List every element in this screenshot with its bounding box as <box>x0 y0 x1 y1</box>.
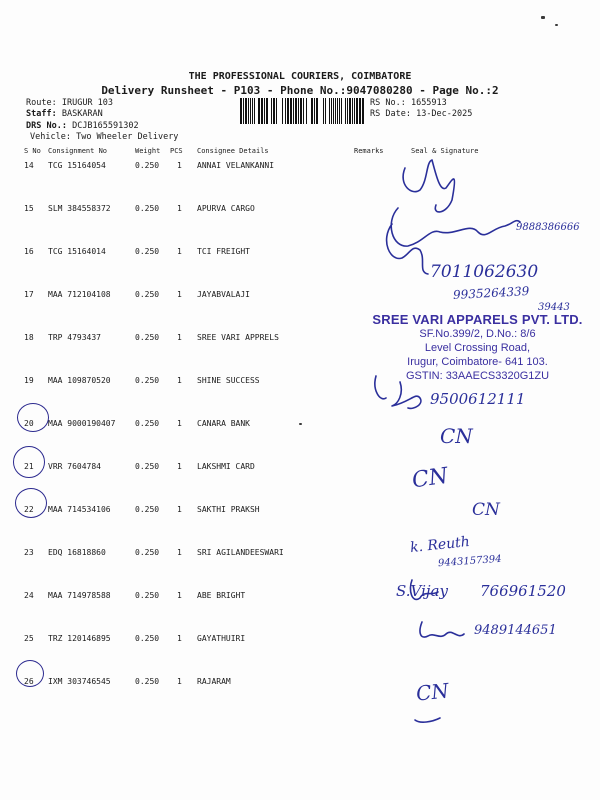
cell-sno: 23 <box>24 548 34 557</box>
cell-weight: 0.250 <box>135 419 160 428</box>
cell-consignment: EDQ 16818860 <box>48 548 106 557</box>
cell-pcs: 1 <box>177 290 182 299</box>
cell-sno: 21 <box>24 462 34 471</box>
cell-consignee: SRI AGILANDEESWARI <box>197 548 284 557</box>
cell-pcs: 1 <box>177 376 182 385</box>
stamp-address-1: SF.No.399/2, D.No.: 8/6 <box>419 328 536 340</box>
staff-label: Staff: <box>26 109 57 119</box>
handwritten-phone-2: 7011062630 <box>430 262 539 282</box>
cell-consignment: VRR 7604784 <box>48 462 101 471</box>
cell-pcs: 1 <box>177 333 182 342</box>
cell-pcs: 1 <box>177 204 182 213</box>
cell-sno: 16 <box>24 247 34 256</box>
cell-consignment: MAA 712104108 <box>48 290 111 299</box>
handwritten-phone-5: 9500612111 <box>430 390 526 408</box>
handwritten-cn-2: CN <box>410 463 450 494</box>
cell-sno: 25 <box>24 634 34 643</box>
cell-pcs: 1 <box>177 548 182 557</box>
cell-pcs: 1 <box>177 677 182 686</box>
cell-weight: 0.250 <box>135 505 160 514</box>
stamp-company-name: SREE VARI APPARELS PVT. LTD. <box>372 312 583 327</box>
cell-consignment: IXM 303746545 <box>48 677 111 686</box>
handwritten-name-2: S.Vijay <box>396 582 448 600</box>
rs-date-value: 13-Dec-2025 <box>416 109 473 119</box>
company-name: THE PROFESSIONAL COURIERS, COIMBATORE <box>188 71 412 82</box>
cell-sno: 14 <box>24 161 34 170</box>
col-pcs: PCS <box>170 147 183 155</box>
scan-speck <box>555 24 558 26</box>
handwritten-cn-4: CN <box>414 678 450 706</box>
stamp-address-2: Level Crossing Road, <box>424 342 531 354</box>
scan-speck <box>299 423 302 425</box>
handwritten-phone-6: 9443157394 <box>437 553 502 570</box>
cell-sno: 18 <box>24 333 34 342</box>
cell-consignee: LAKSHMI CARD <box>197 462 255 471</box>
cell-weight: 0.250 <box>135 333 160 342</box>
signature-row-15 <box>391 208 520 246</box>
handwritten-cn-3: CN <box>472 500 500 520</box>
signature-row-16 <box>387 224 428 274</box>
col-weight: Weight <box>135 147 161 155</box>
cell-consignee: SREE VARI APPRELS <box>197 333 279 342</box>
cell-sno: 17 <box>24 290 34 299</box>
stamp-address-3: Irugur, Coimbatore- 641 103. <box>407 356 548 368</box>
handwritten-cn-1: CN <box>440 424 473 448</box>
cell-consignment: TCG 15164014 <box>48 247 106 256</box>
cell-sno: 20 <box>24 419 34 428</box>
cell-sno: 15 <box>24 204 34 213</box>
route-label: Route: <box>26 98 57 108</box>
route-value: IRUGUR 103 <box>61 98 114 108</box>
drs-label: DRS No.: <box>26 121 67 131</box>
handwritten-phone-8: 9489144651 <box>474 623 557 638</box>
cell-weight: 0.250 <box>135 247 160 256</box>
drs-value: DCJB165591302 <box>72 121 139 131</box>
cell-consignee: ANNAI VELANKANNI <box>197 161 275 170</box>
cell-consignee: RAJARAM <box>197 677 231 686</box>
handwritten-phone-7: 766961520 <box>480 582 566 600</box>
cell-consignee: GAYATHUIRI <box>197 634 246 643</box>
cell-sno: 24 <box>24 591 34 600</box>
cell-sno: 22 <box>24 505 34 514</box>
cell-consignee: TCI FREIGHT <box>197 247 250 256</box>
cell-consignment: TCG 15164054 <box>48 161 106 170</box>
signature-row-25 <box>420 622 464 637</box>
cell-weight: 0.250 <box>135 634 160 643</box>
cell-weight: 0.250 <box>135 548 160 557</box>
vehicle-value: Two Wheeler Delivery <box>76 132 179 142</box>
stroke-row-26 <box>415 718 440 722</box>
signature-row-14 <box>403 160 454 212</box>
cell-consignment: MAA 714534106 <box>48 505 111 514</box>
cell-pcs: 1 <box>177 591 182 600</box>
cell-pcs: 1 <box>177 161 182 170</box>
cell-weight: 0.250 <box>135 204 160 213</box>
cell-weight: 0.250 <box>135 161 160 170</box>
cell-consignee: SHINE SUCCESS <box>197 376 260 385</box>
signature-row-19 <box>375 376 421 408</box>
col-consignee: Consignee Details <box>197 147 269 155</box>
handwritten-phone-1: 9888386666 <box>516 222 580 233</box>
cell-consignee: JAYABVALAJI <box>197 290 250 299</box>
cell-pcs: 1 <box>177 419 182 428</box>
cell-consignment: MAA 714978588 <box>48 591 111 600</box>
cell-consignment: TRZ 120146895 <box>48 634 111 643</box>
cell-consignee: ABE BRIGHT <box>197 591 246 600</box>
col-seal: Seal & Signature <box>411 147 479 155</box>
staff-value: BASKARAN <box>61 109 103 119</box>
rs-no-value: 1655913 <box>410 98 447 108</box>
cell-pcs: 1 <box>177 634 182 643</box>
cell-weight: 0.250 <box>135 462 160 471</box>
rs-no-label: RS No.: <box>370 98 406 108</box>
rs-date-label: RS Date: <box>370 109 411 119</box>
cell-sno: 19 <box>24 376 34 385</box>
cell-consignee: CANARA BANK <box>197 419 250 428</box>
col-sno: S No <box>24 147 41 155</box>
cell-pcs: 1 <box>177 247 182 256</box>
handwritten-name-1: k. Reuth <box>409 533 471 557</box>
cell-pcs: 1 <box>177 462 182 471</box>
handwritten-phone-4: 39443 <box>538 302 570 313</box>
cell-sno: 26 <box>24 677 34 686</box>
cell-consignment: MAA 109870520 <box>48 376 111 385</box>
cell-consignee: SAKTHI PRAKSH <box>197 505 260 514</box>
cell-consignment: TRP 4793437 <box>48 333 101 342</box>
runsheet-subtitle: Delivery Runsheet - P103 - Phone No.:9047080280 - Page No.:2 <box>101 84 499 97</box>
col-remarks: Remarks <box>354 147 384 155</box>
cell-weight: 0.250 <box>135 376 160 385</box>
cell-consignee: APURVA CARGO <box>197 204 255 213</box>
cell-consignment: MAA 9000190407 <box>48 419 116 428</box>
handwritten-phone-3: 9935264339 <box>452 284 530 302</box>
scan-speck <box>541 16 545 19</box>
cell-weight: 0.250 <box>135 290 160 299</box>
cell-weight: 0.250 <box>135 677 160 686</box>
stamp-gstin: GSTIN: 33AAECS3320G1ZU <box>405 370 550 382</box>
col-consignment: Consignment No <box>48 147 108 155</box>
cell-consignment: SLM 384558372 <box>48 204 111 213</box>
vehicle-label: Vehicle: <box>30 132 71 142</box>
cell-weight: 0.250 <box>135 591 160 600</box>
cell-pcs: 1 <box>177 505 182 514</box>
